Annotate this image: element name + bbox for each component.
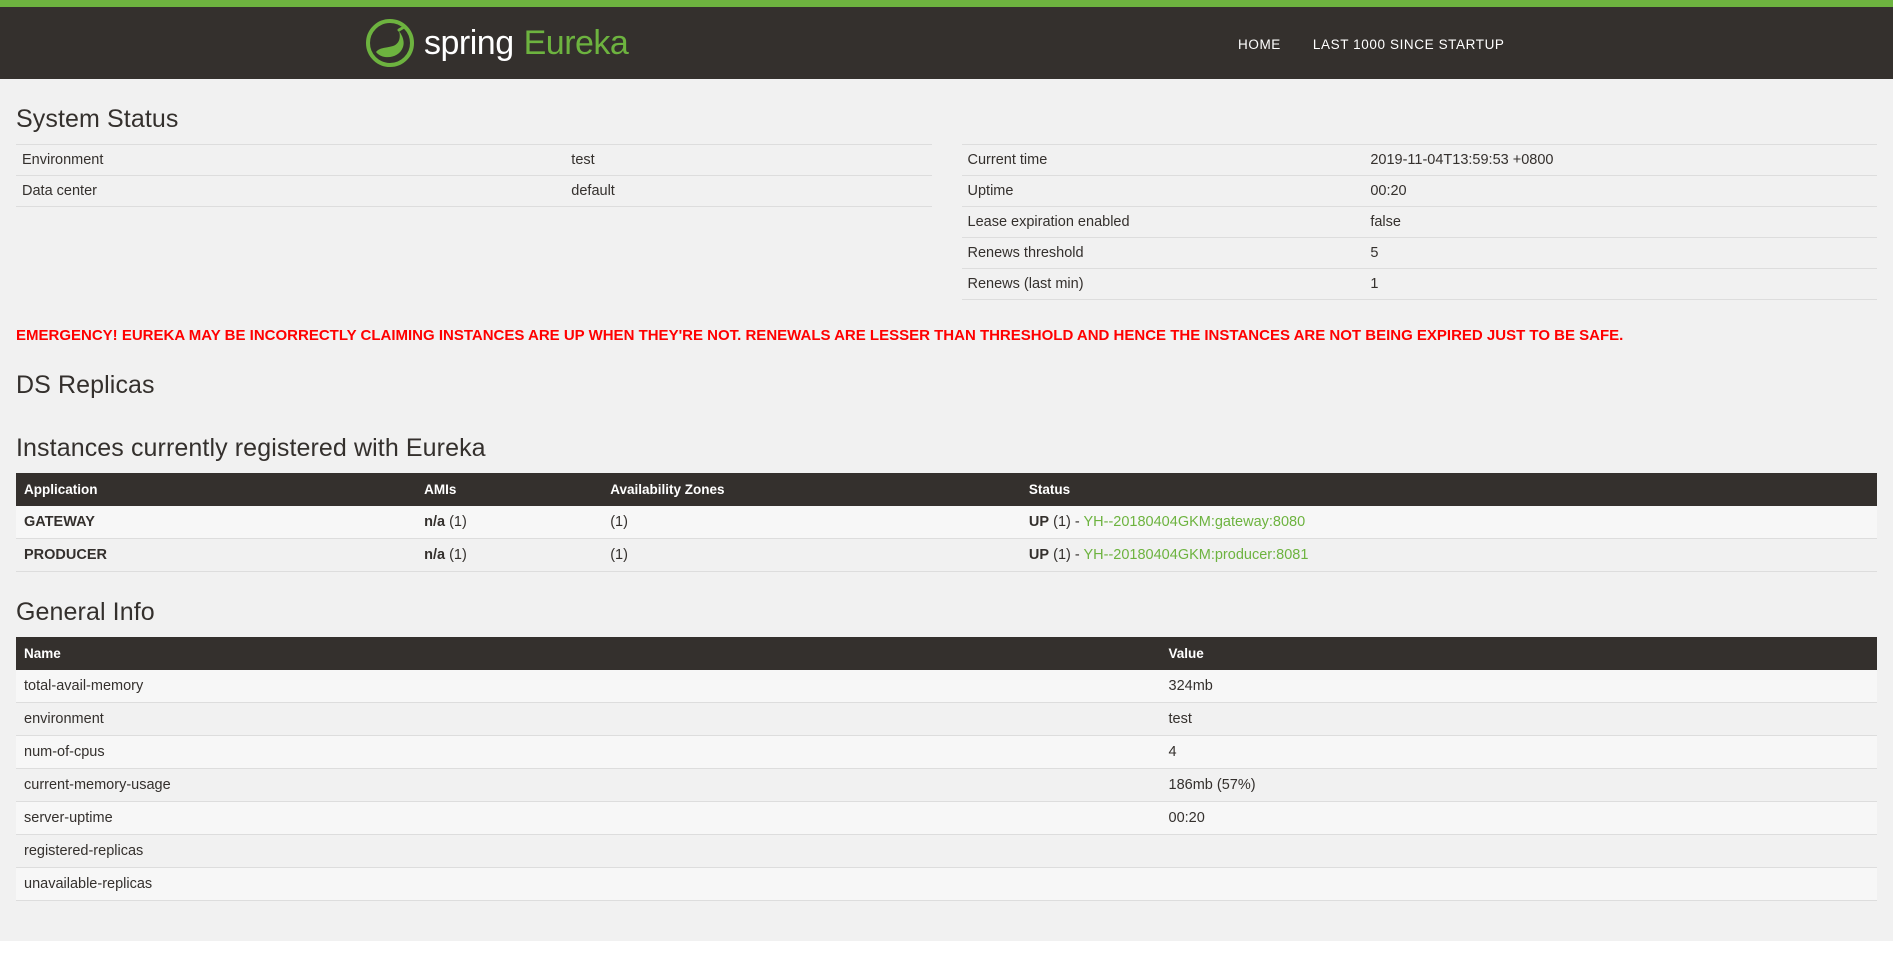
info-value [1161,835,1878,868]
instances-heading: Instances currently registered with Eureka [16,434,486,463]
row-key: Current time [962,145,1365,176]
info-name: current-memory-usage [16,769,1161,802]
column-header-amis: AMIs [416,473,602,506]
table-row [16,506,1877,539]
system-status-left-column [16,144,932,300]
column-header-name: Name [16,637,1161,670]
row-key: Data center [16,176,565,207]
row-value: 5 [1364,238,1877,269]
table-row [962,238,1878,269]
column-header-status: Status [1021,473,1877,506]
row-value: 00:20 [1364,176,1877,207]
main-content [0,105,1893,941]
nav-link-home[interactable]: HOME [1238,37,1281,52]
info-value: test [1161,703,1878,736]
row-value: default [565,176,931,207]
table-row [962,176,1878,207]
row-value: test [565,145,931,176]
general-info-heading: General Info [16,598,155,627]
row-key: Uptime [962,176,1365,207]
info-name: unavailable-replicas [16,868,1161,901]
instance-application [16,506,416,539]
instance-amis [416,506,602,539]
system-status-right-table [962,144,1878,300]
status-badge: UP [1028,547,1050,564]
table-header-row [16,637,1877,670]
row-key: Environment [16,145,565,176]
row-value: false [1364,207,1877,238]
row-value: 2019-11-04T13:59:53 +0800 [1364,145,1877,176]
info-name: environment [16,703,1161,736]
table-row [962,207,1878,238]
brand-app: Eureka [523,23,629,62]
ds-replicas-heading: DS Replicas [16,371,155,400]
info-value: 186mb (57%) [1161,769,1878,802]
navbar [0,7,1893,79]
system-status-heading: System Status [16,105,179,133]
system-status-tables [16,144,1877,300]
column-header-availability-zones: Availability Zones [602,473,1021,506]
status-separator: - [1074,514,1080,531]
table-row [962,145,1878,176]
instance-amis-label: n/a [424,514,446,531]
instance-link[interactable]: YH--20180404GKM:gateway:8080 [1083,514,1306,531]
table-row [16,769,1877,802]
column-header-application: Application [16,473,416,506]
status-badge: UP [1028,514,1050,531]
info-name: registered-replicas [16,835,1161,868]
table-row [16,868,1877,901]
table-row [16,176,932,207]
info-name: total-avail-memory [16,670,1161,703]
table-row [16,703,1877,736]
instance-status [1021,539,1877,572]
table-header-row [16,473,1877,506]
instance-zones: (1) [602,539,1021,572]
table-row [16,539,1877,572]
info-value: 324mb [1161,670,1878,703]
table-row [962,269,1878,300]
system-status-right-column [962,144,1878,300]
instance-zones: (1) [602,506,1021,539]
ds-replicas-list [16,410,1877,412]
instance-link[interactable]: YH--20180404GKM:producer:8081 [1083,547,1309,564]
instance-status [1021,506,1877,539]
instance-application-label: PRODUCER [24,547,107,564]
row-key: Lease expiration enabled [962,207,1365,238]
instance-application [16,539,416,572]
spring-leaf-logo-icon [366,19,414,67]
brand-name: spring [424,23,514,62]
column-header-value: Value [1161,637,1878,670]
instance-amis [416,539,602,572]
table-row [16,802,1877,835]
table-row [16,835,1877,868]
table-row [16,736,1877,769]
info-name: server-uptime [16,802,1161,835]
status-count: (1) [1053,547,1071,564]
info-value [1161,868,1878,901]
instance-amis-count: (1) [449,514,467,531]
system-status-left-table [16,144,932,207]
status-count: (1) [1053,514,1071,531]
row-key: Renews threshold [962,238,1365,269]
instance-application-label: GATEWAY [24,514,95,531]
info-value: 00:20 [1161,802,1878,835]
row-value: 1 [1364,269,1877,300]
table-row [16,145,932,176]
info-name: num-of-cpus [16,736,1161,769]
emergency-warning: EMERGENCY! EUREKA MAY BE INCORRECTLY CLAIMING INSTANCES ARE UP WHEN THEY'RE NOT. RENEWALS ARE LESSER THAN THRESHOLD AND HENCE THE INSTANCES ARE NOT BEING EXPIRED JUST TO BE SAFE. [16,327,1624,344]
info-value: 4 [1161,736,1878,769]
status-separator: - [1074,547,1080,564]
accent-top-strip [0,0,1893,7]
row-key: Renews (last min) [962,269,1365,300]
instance-amis-label: n/a [424,547,446,564]
table-row [16,670,1877,703]
general-info-table [16,637,1877,901]
brand-link[interactable] [366,19,628,67]
instance-amis-count: (1) [449,547,467,564]
instances-table [16,473,1877,572]
nav-link-last-1000-since-startup[interactable]: LAST 1000 SINCE STARTUP [1312,37,1505,52]
nav-links [1222,37,1521,52]
